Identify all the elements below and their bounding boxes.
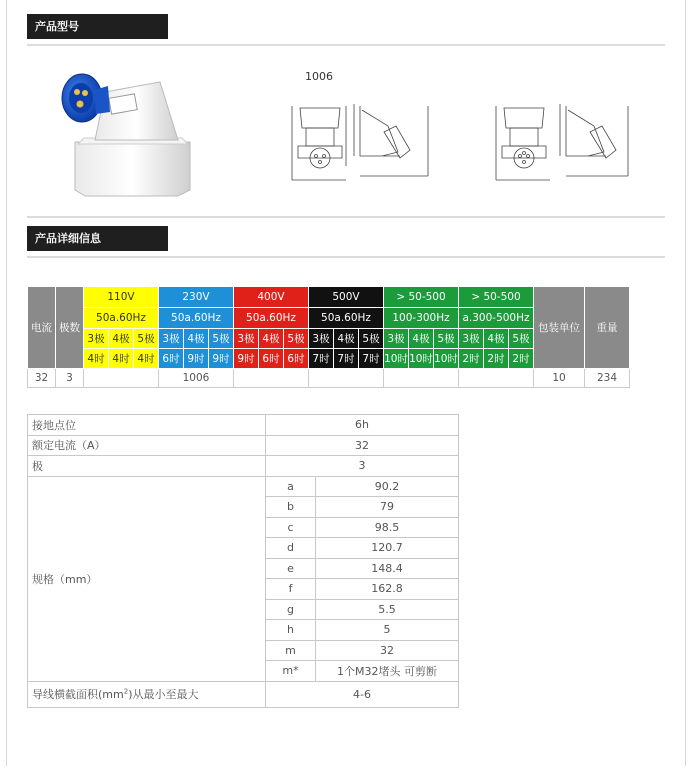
header-weight: 重量 <box>585 287 630 369</box>
pole-cell: 5极 <box>209 329 234 349</box>
pole-cell: 4极 <box>484 329 509 349</box>
hour-cell: 4时 <box>109 349 134 369</box>
group-voltage: 400V <box>234 287 309 308</box>
hour-cell: 7时 <box>359 349 384 369</box>
pole-cell: 3极 <box>234 329 259 349</box>
detail-table <box>27 414 459 708</box>
wire-label-sup: 2 <box>123 687 129 696</box>
row-empty-cell <box>84 369 159 388</box>
pole-cell: 4极 <box>184 329 209 349</box>
hour-cell: 2时 <box>509 349 534 369</box>
pole-cell: 5极 <box>284 329 309 349</box>
hour-cell: 9时 <box>234 349 259 369</box>
hour-cell: 4时 <box>84 349 109 369</box>
wire-label-post: )从最小至最大 <box>128 688 199 701</box>
pole-cell: 3极 <box>84 329 109 349</box>
size-key: m* <box>266 661 316 682</box>
row-empty-cell <box>309 369 384 388</box>
hour-cell: 2时 <box>484 349 509 369</box>
hour-cell: 10时 <box>409 349 434 369</box>
pole-cell: 5极 <box>509 329 534 349</box>
row-current: 32 <box>28 369 56 388</box>
technical-drawing-2 <box>488 96 638 196</box>
pole-cell: 3极 <box>309 329 334 349</box>
section-divider <box>27 256 665 258</box>
section-divider <box>27 216 665 218</box>
row-poles: 3 <box>56 369 84 388</box>
row-empty-cell <box>459 369 534 388</box>
hour-cell: 7时 <box>334 349 359 369</box>
group-frequency: 100-300Hz <box>384 308 459 329</box>
row-weight: 234 <box>585 369 630 388</box>
group-voltage: > 50-500 <box>384 287 459 308</box>
wire-label-pre: 导线横截面积(mm <box>32 688 124 701</box>
hour-cell: 10时 <box>384 349 409 369</box>
hour-cell: 10时 <box>434 349 459 369</box>
size-value: 120.7 <box>316 538 459 559</box>
size-key: c <box>266 517 316 538</box>
group-frequency: a.300-500Hz <box>459 308 534 329</box>
section-title-model: 产品型号 <box>27 14 168 39</box>
size-label: 规格（mm） <box>28 476 266 681</box>
size-value: 98.5 <box>316 517 459 538</box>
section-divider <box>27 44 665 46</box>
hour-cell: 2时 <box>459 349 484 369</box>
pole-cell: 5极 <box>134 329 159 349</box>
hour-cell: 9时 <box>184 349 209 369</box>
pole-cell: 3极 <box>459 329 484 349</box>
row-empty-cell <box>234 369 309 388</box>
model-number: 1006 <box>305 70 333 83</box>
group-voltage: > 50-500 <box>459 287 534 308</box>
hour-cell: 7时 <box>309 349 334 369</box>
hour-cell: 6时 <box>159 349 184 369</box>
size-key: g <box>266 599 316 620</box>
size-key: f <box>266 579 316 600</box>
pole-cell: 4极 <box>409 329 434 349</box>
header-poles: 极数 <box>56 287 84 369</box>
group-voltage: 230V <box>159 287 234 308</box>
section-title-detail: 产品详细信息 <box>27 226 168 251</box>
row-model: 1006 <box>159 369 234 388</box>
group-voltage: 110V <box>84 287 159 308</box>
group-frequency: 50a.60Hz <box>309 308 384 329</box>
size-key: d <box>266 538 316 559</box>
voltage-spec-table <box>27 286 630 388</box>
size-key: b <box>266 497 316 518</box>
header-current: 电流 <box>28 287 56 369</box>
size-key: m <box>266 640 316 661</box>
size-value: 1个M32堵头 可剪断 <box>316 661 459 682</box>
size-value: 5 <box>316 620 459 641</box>
group-frequency: 50a.60Hz <box>234 308 309 329</box>
pole-cell: 4极 <box>334 329 359 349</box>
size-key: a <box>266 476 316 497</box>
size-value: 148.4 <box>316 558 459 579</box>
hour-cell: 6时 <box>259 349 284 369</box>
size-value: 162.8 <box>316 579 459 600</box>
size-value: 5.5 <box>316 599 459 620</box>
header-pack-unit: 包装单位 <box>534 287 585 369</box>
ground-label: 接地点位 <box>28 415 266 436</box>
hour-cell: 4时 <box>134 349 159 369</box>
size-key: e <box>266 558 316 579</box>
size-value: 32 <box>316 640 459 661</box>
current-value: 32 <box>266 435 459 456</box>
group-frequency: 50a.60Hz <box>159 308 234 329</box>
pole-cell: 4极 <box>109 329 134 349</box>
pole-value: 3 <box>266 456 459 477</box>
size-value: 90.2 <box>316 476 459 497</box>
pole-cell: 5极 <box>434 329 459 349</box>
pole-cell: 3极 <box>384 329 409 349</box>
size-value: 79 <box>316 497 459 518</box>
pole-label: 极 <box>28 456 266 477</box>
size-key: h <box>266 620 316 641</box>
current-label: 额定电流（A） <box>28 435 266 456</box>
product-photo <box>50 62 200 202</box>
pole-cell: 4极 <box>259 329 284 349</box>
row-empty-cell <box>384 369 459 388</box>
group-frequency: 50a.60Hz <box>84 308 159 329</box>
wire-section-value: 4-6 <box>266 681 459 707</box>
pole-cell: 3极 <box>159 329 184 349</box>
hour-cell: 9时 <box>209 349 234 369</box>
row-pack-unit: 10 <box>534 369 585 388</box>
group-voltage: 500V <box>309 287 384 308</box>
hour-cell: 6时 <box>284 349 309 369</box>
technical-drawing-1 <box>288 96 438 196</box>
pole-cell: 5极 <box>359 329 384 349</box>
ground-value: 6h <box>266 415 459 436</box>
wire-section-label <box>28 681 266 707</box>
